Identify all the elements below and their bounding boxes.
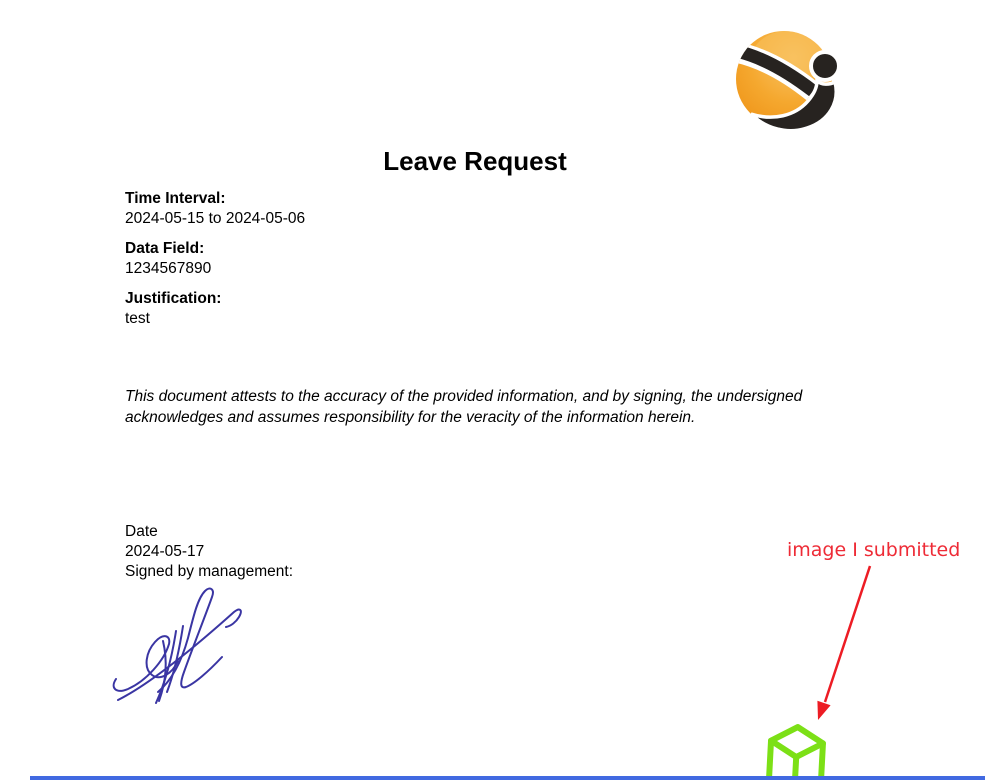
annotation-label: image I submitted — [787, 539, 961, 561]
arrow-head — [817, 701, 830, 720]
arrow-down-left-icon — [800, 562, 880, 728]
logo-figure-head — [811, 52, 839, 80]
signature-strokes — [114, 589, 241, 703]
field-label: Time Interval: — [125, 190, 226, 207]
field-value: test — [125, 310, 150, 327]
arrow-shaft — [825, 566, 870, 702]
company-logo-icon — [735, 27, 843, 131]
field-label: Justification: — [125, 290, 222, 307]
field-label: Data Field: — [125, 240, 205, 257]
cube-outline — [768, 726, 823, 780]
cube-icon — [765, 722, 827, 780]
field-value: 1234567890 — [125, 260, 212, 277]
field-value: 2024-05-15 to 2024-05-06 — [125, 210, 306, 227]
signature-block — [125, 522, 293, 582]
handwritten-signature — [110, 584, 252, 706]
signed-by-label: Signed by management: — [125, 563, 294, 580]
footer-bar — [30, 776, 985, 780]
disclaimer-text: This document attests to the accuracy of the provided information, and by signing, the undersigned acknowledges and assumes responsibility for the veracity of the information herein. — [125, 388, 803, 426]
field-time-interval — [125, 189, 305, 229]
page-title: Leave Request — [383, 146, 567, 176]
date-value: 2024-05-17 — [125, 543, 205, 560]
date-label: Date — [125, 523, 158, 540]
field-justification — [125, 289, 221, 329]
field-data-field — [125, 239, 211, 279]
